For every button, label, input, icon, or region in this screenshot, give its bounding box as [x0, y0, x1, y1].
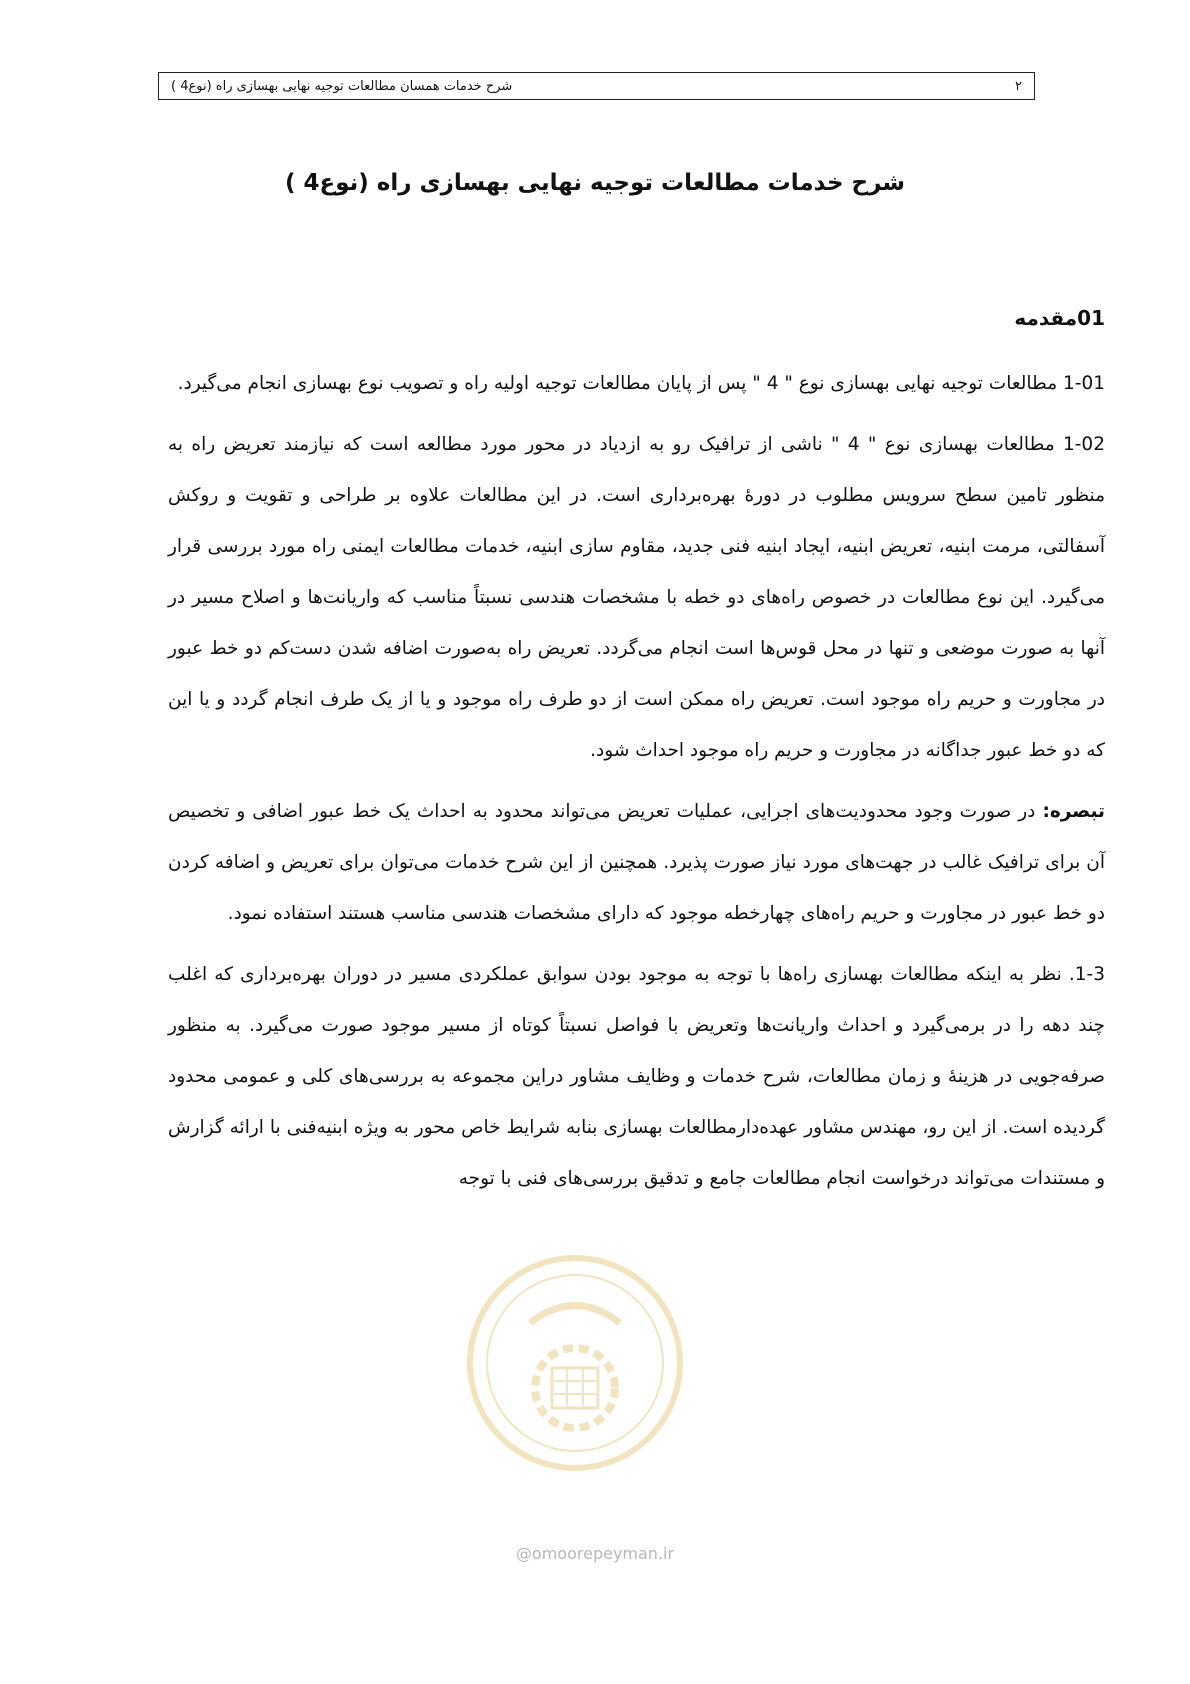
document-title: شرح خدمات مطالعات توجیه نهایی بهسازی راه (نوع4 ) — [284, 170, 906, 196]
section-heading: 01مقدمه — [1014, 306, 1105, 330]
watermark-url: @omoorepeyman.ir — [515, 1544, 675, 1563]
note-label: تبصره: — [1042, 801, 1105, 822]
note-text: در صورت وجود محدودیت‌های اجرایی، عملیات تعریض می‌تواند محدود به احداث یک خط عبور اضافی و تخصیص آن برای ترافیک غالب در جهت‌های مورد نیاز صورت پذیرد. همچنین از این شرح خدمات می‌توان برای تعریض و اضافه کردن دو خط عبور در مجاورت و حریم راه‌های چهارخطه موجود که دارای مشخصات هندسی مناسب هستند استفاده نمود. — [168, 801, 1105, 924]
running-title: شرح خدمات همسان مطالعات توجیه نهایی بهسازی راه (نوع4 ) — [171, 78, 513, 94]
note-paragraph — [168, 786, 1105, 939]
paragraph-1-02: 1-02 مطالعات بهسازی نوع " 4 " ناشی از ترافیک رو به ازدیاد در محور مورد مطالعه است که نیازمند تعریض راه به منظور تامین سطح سرویس مطلوب در دورهٔ بهره‌برداری است. در این مطالعات علاوه بر طراحی و تقویت و روکش آسفالتی، مرمت ابنیه، تعریض ابنیه، ایجاد ابنیه فنی جدید، مقاوم سازی ابنیه، خدمات مطالعات ایمنی راه مورد بررسی قرار می‌گیرد. این نوع مطالعات در خصوص راه‌های دو خطه با مشخصات هندسی نسبتاً مناسب که واریانت‌ها و اصلاح مسیر در آنها به صورت موضعی و تنها در محل قوس‌ها است انجام می‌گردد. تعریض راه به‌صورت اضافه شدن دست‌کم دو خط عبور در مجاورت و حریم راه موجود است. تعریض راه ممکن است از دو طرف راه موجود و یا از یک طرف انجام گردد و یا این که دو خط عبور جداگانه در مجاورت و حریم راه موجود احداث شود. — [168, 434, 1105, 761]
running-header — [158, 72, 1035, 100]
watermark-seal-icon — [460, 1248, 690, 1478]
paragraph-1-3: 1-3. نظر به اینکه مطالعات بهسازی راه‌ها با توجه به موجود بودن سوابق عملکردی مسیر در دوران بهره‌برداری که اغلب چند دهه را در برمی‌گیرد و احداث واریانت‌ها وتعریض با فواصل نسبتاً کوتاه از مسیر موجود صورت می‌گیرد. به منظور صرفه‌جویی در هزینهٔ و زمان مطالعات، شرح خدمات و وظایف مشاور دراین مجموعه به بررسی‌های کلی و عمومی محدود گردیده است. از این رو، مهندس مشاور عهده‌دارمطالعات بهسازی بنابه شرایط خاص محور به ویژه ابنیه‌فنی با ارائه گزارش و مستندات می‌تواند درخواست انجام مطالعات جامع و تدقیق بررسی‌های فنی با توجه — [168, 964, 1105, 1189]
page-number: ۲ — [1015, 78, 1022, 94]
body-content — [168, 358, 1105, 1214]
paragraph-1-01: 1-01 مطالعات توجیه نهایی بهسازی نوع " 4 " پس از پایان مطالعات توجیه اولیه راه و تصویب نوع بهسازی انجام می‌گیرد. — [177, 373, 1105, 394]
